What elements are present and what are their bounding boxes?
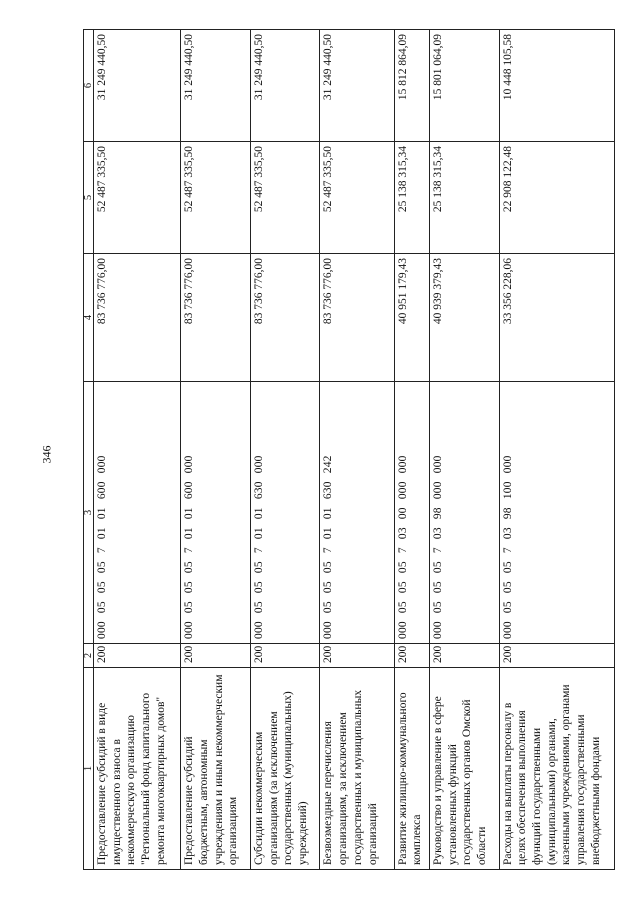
header-col-6: 6 (84, 30, 94, 142)
row-kvr: 200 (181, 644, 251, 668)
header-col-1: 1 (84, 668, 94, 870)
row-value-4: 83 736 776,00 (181, 254, 251, 382)
row-kvr: 200 (250, 644, 320, 668)
header-row (84, 30, 94, 870)
row-code: 000 05 05 05 7 01 01 630 242 (320, 382, 394, 644)
row-name: Субсидии некоммерческим организациям (за исключением государственных (муниципальных) учреждений) (250, 668, 320, 870)
table-row (429, 30, 499, 870)
header-col-2: 2 (84, 644, 94, 668)
row-name: Безвозмездные перечисления организациям, за исключением государственных и муниципальных организаций (320, 668, 394, 870)
row-value-6: 15 812 864,09 (394, 30, 429, 142)
row-kvr: 200 (499, 644, 614, 668)
page-number: 346 (39, 445, 54, 464)
header-col-5: 5 (84, 142, 94, 254)
row-code: 000 05 05 05 7 01 01 630 000 (250, 382, 320, 644)
row-code: 000 05 05 05 7 03 00 000 000 (394, 382, 429, 644)
row-name: Предоставление субсидий в виде имущественного взноса в некоммерческую организацию "Региональный фонд капитального ремонта многоквартирных домов" (94, 668, 181, 870)
header-col-3: 3 (84, 382, 94, 644)
row-code: 000 05 05 05 7 01 01 600 000 (94, 382, 181, 644)
table-container (83, 30, 615, 870)
row-name: Предоставление субсидий бюджетным, автономным учреждениям и иным некоммерческим организациям (181, 668, 251, 870)
row-value-5: 25 138 315,34 (429, 142, 499, 254)
row-value-5: 52 487 335,50 (250, 142, 320, 254)
row-name: Развитие жилищно-коммунального комплекса (394, 668, 429, 870)
budget-table (83, 29, 615, 870)
row-value-4: 83 736 776,00 (320, 254, 394, 382)
row-kvr: 200 (320, 644, 394, 668)
row-value-4: 83 736 776,00 (250, 254, 320, 382)
row-kvr: 200 (94, 644, 181, 668)
table-row (181, 30, 251, 870)
row-value-5: 52 487 335,50 (94, 142, 181, 254)
row-value-5: 52 487 335,50 (181, 142, 251, 254)
header-col-4: 4 (84, 254, 94, 382)
row-code: 000 05 05 05 7 03 98 100 000 (499, 382, 614, 644)
row-value-6: 31 249 440,50 (320, 30, 394, 142)
row-code: 000 05 05 05 7 03 98 000 000 (429, 382, 499, 644)
row-value-5: 52 487 335,50 (320, 142, 394, 254)
row-value-6: 10 448 105,58 (499, 30, 614, 142)
row-value-4: 33 356 228,06 (499, 254, 614, 382)
row-value-6: 31 249 440,50 (181, 30, 251, 142)
row-value-6: 15 801 064,09 (429, 30, 499, 142)
table-row (394, 30, 429, 870)
row-kvr: 200 (429, 644, 499, 668)
table-row (499, 30, 614, 870)
table-row (94, 30, 181, 870)
row-value-5: 22 908 122,48 (499, 142, 614, 254)
row-code: 000 05 05 05 7 01 01 600 000 (181, 382, 251, 644)
rotated-table-frame (83, 30, 615, 870)
row-value-6: 31 249 440,50 (94, 30, 181, 142)
row-kvr: 200 (394, 644, 429, 668)
row-value-6: 31 249 440,50 (250, 30, 320, 142)
table-row (250, 30, 320, 870)
row-value-5: 25 138 315,34 (394, 142, 429, 254)
table-row (320, 30, 394, 870)
row-name: Руководство и управление в сфере установленных функций государственных органов Омской области (429, 668, 499, 870)
row-value-4: 40 939 379,43 (429, 254, 499, 382)
row-name: Расходы на выплаты персоналу в целях обеспечения выполнения функций государственными (муниципальными) органами, казенными учреждениями, органами управления государственными внебюджетными фондами (499, 668, 614, 870)
row-value-4: 83 736 776,00 (94, 254, 181, 382)
row-value-4: 40 951 179,43 (394, 254, 429, 382)
